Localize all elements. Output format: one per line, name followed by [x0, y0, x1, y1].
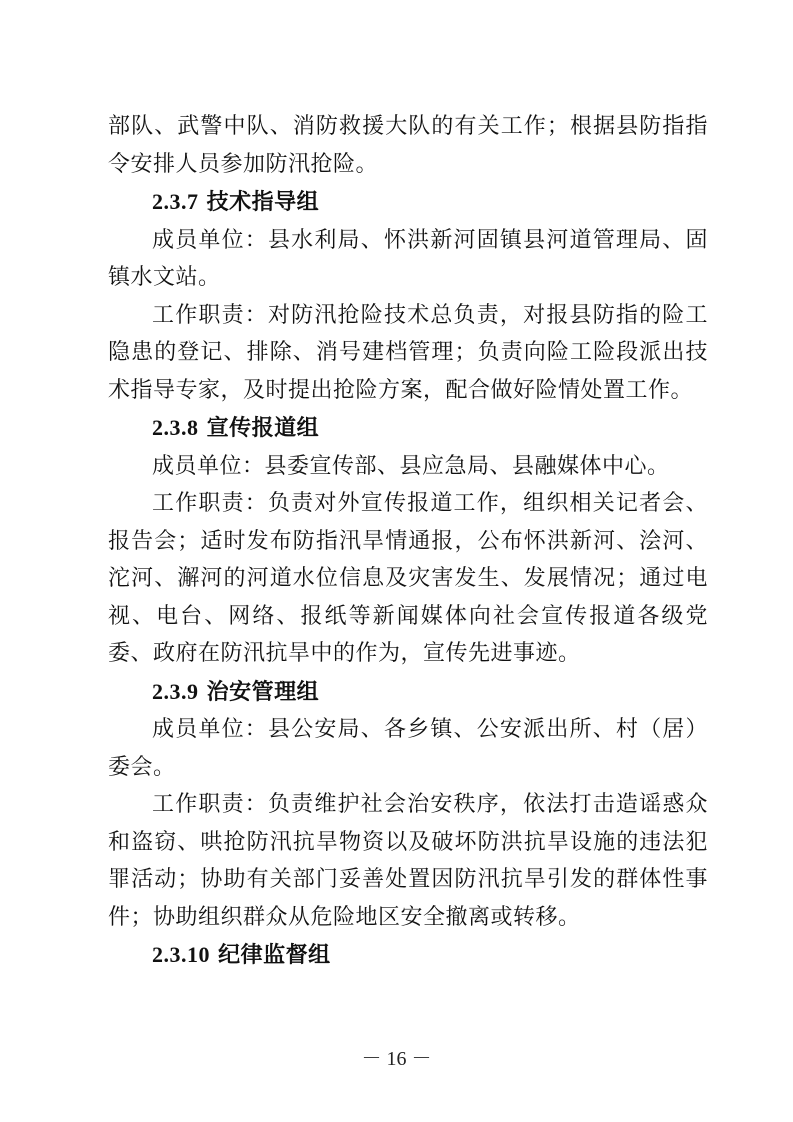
paragraph-duties: 工作职责：负责对外宣传报道工作，组织相关记者会、报告会；适时发布防指汛旱情通报，公布怀洪新河、浍河、沱河、澥河的河道水位信息及灾害发生、发展情况；通过电视、电台、网络、报纸等新闻媒体向社会宣传报道各级党委、政府在防汛抗旱中的作为，宣传先进事迹。: [108, 491, 708, 666]
section-number: 2.3.8: [152, 415, 199, 440]
paragraph-members: 成员单位：县公安局、各乡镇、公安派出所、村（居）委会。: [108, 717, 708, 780]
section-number: 2.3.9: [152, 678, 199, 704]
paragraph-duties: 工作职责：对防汛抢险技术总负责，对报县防指的险工隐患的登记、排除、消号建档管理；负责向险工险段派出技术指导专家，及时提出抢险方案，配合做好险情处置工作。: [108, 302, 708, 403]
document-body: [108, 108, 708, 975]
section-title: 治安管理组: [206, 678, 320, 705]
paragraph-members: 成员单位：县水利局、怀洪新河固镇县河道管理局、固镇水文站。: [108, 227, 708, 290]
section-title: 纪律监督组: [218, 942, 331, 968]
section-heading-2-3-8: [108, 409, 708, 448]
paragraph-duties: 工作职责：负责维护社会治安秩序，依法打击造谣惑众和盗窃、哄抢防汛抗旱物资以及破坏防洪抗旱设施的违法犯罪活动；协助有关部门妥善处置因防汛抗旱引发的群体性事件；协助组织群众从危险地区安全撤离或转移。: [108, 792, 708, 930]
section-number: 2.3.10: [152, 942, 210, 967]
section-heading-2-3-9: [108, 673, 708, 712]
page-number: － 16 －: [361, 1048, 432, 1070]
section-title: 宣传报道组: [206, 415, 320, 441]
section-heading-2-3-10: [108, 936, 708, 975]
paragraph-members: 成员单位：县委宣传部、县应急局、县融媒体中心。: [152, 453, 670, 479]
section-number: 2.3.7: [152, 189, 199, 214]
section-heading-2-3-7: [108, 183, 708, 222]
paragraph-continuation: 部队、武警中队、消防救援大队的有关工作；根据县防指指令安排人员参加防汛抢险。: [108, 114, 708, 177]
section-title: 技术指导组: [206, 189, 320, 215]
